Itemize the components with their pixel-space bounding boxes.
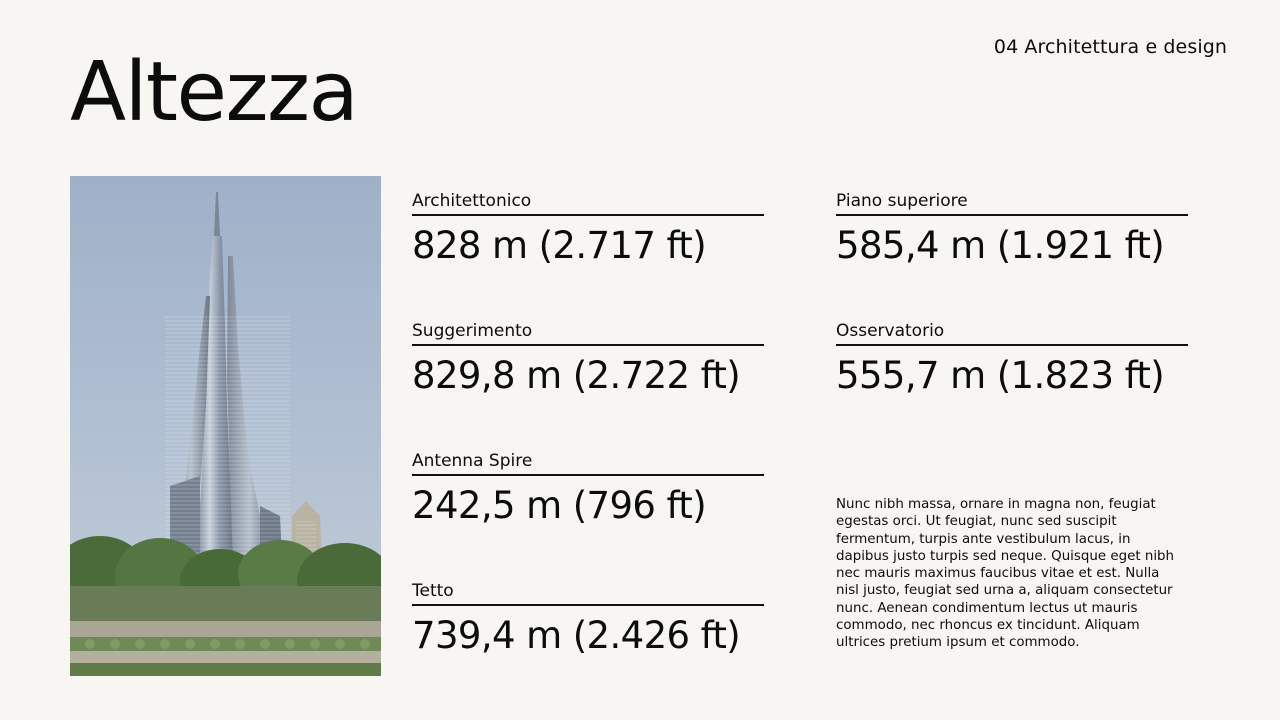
stat-tetto	[412, 580, 764, 658]
stat-value: 242,5 m (796 ft)	[412, 484, 707, 527]
stat-value: 829,8 m (2.722 ft)	[412, 354, 741, 397]
stat-label: Antenna Spire	[412, 451, 533, 471]
stat-value: 739,4 m (2.426 ft)	[412, 614, 741, 657]
stat-label: Architettonico	[412, 191, 532, 211]
divider	[836, 214, 1188, 216]
stat-label: Tetto	[412, 581, 454, 601]
building-photo	[70, 176, 381, 676]
stat-antenna-spire	[412, 450, 764, 528]
stat-piano-superiore	[836, 190, 1188, 268]
divider	[412, 344, 764, 346]
divider	[836, 344, 1188, 346]
section-label: 04 Architettura e design	[993, 36, 1227, 58]
divider	[412, 214, 764, 216]
stat-suggerimento	[412, 320, 764, 398]
stat-value: 555,7 m (1.823 ft)	[836, 354, 1165, 397]
divider	[412, 474, 764, 476]
stat-label: Piano superiore	[836, 191, 968, 211]
stat-label: Suggerimento	[412, 321, 533, 341]
stat-value: 828 m (2.717 ft)	[412, 224, 707, 267]
stat-label: Osservatorio	[836, 321, 945, 341]
stat-value: 585,4 m (1.921 ft)	[836, 224, 1165, 267]
page-title: Altezza	[70, 45, 358, 140]
divider	[412, 604, 764, 606]
body-paragraph: Nunc nibh massa, ornare in magna non, feugiat egestas orci. Ut feugiat, nunc sed suscipit fermentum, turpis ante vestibulum lacus, in dapibus justo turpis sed neque. Quisque eget nibh nec mauris maximus faucibus vitae et est. Nulla nisl justo, feugiat sed urna a, aliquam consectetur nunc. Aenean condimentum lectus ut mauris commodo, nec rhoncus ex tincidunt. Aliquam ultrices pretium ipsum et commodo.	[836, 497, 1175, 651]
stat-osservatorio	[836, 320, 1188, 398]
stat-architettonico	[412, 190, 764, 268]
